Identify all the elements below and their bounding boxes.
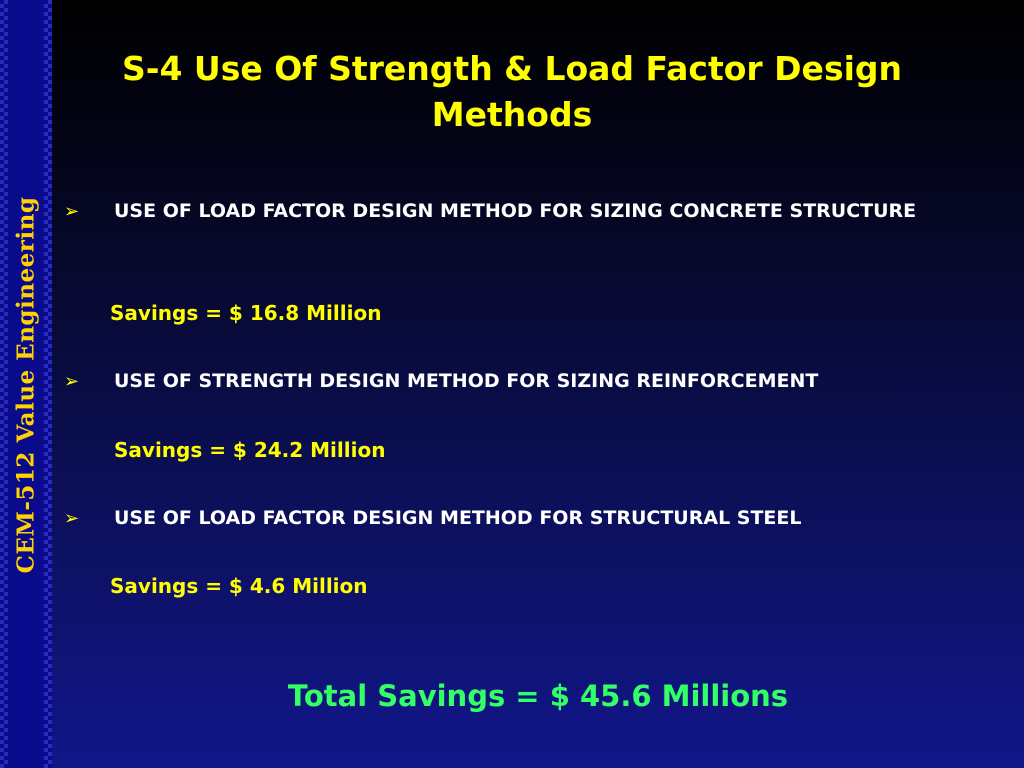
savings-value-steel: Savings = $ 4.6 Million xyxy=(110,574,368,598)
bullet-text: USE OF LOAD FACTOR DESIGN METHOD FOR STRUCTURAL STEEL xyxy=(114,507,802,529)
bullet-text: USE OF LOAD FACTOR DESIGN METHOD FOR SIZING CONCRETE STRUCTURE xyxy=(114,200,917,222)
sidebar xyxy=(0,0,52,768)
bullet-text: USE OF STRENGTH DESIGN METHOD FOR SIZING REINFORCEMENT xyxy=(114,370,819,392)
total-savings: Total Savings = $ 45.6 Millions xyxy=(287,679,789,713)
sidebar-pattern-left xyxy=(0,0,8,768)
savings-value-concrete: Savings = $ 16.8 Million xyxy=(110,301,382,325)
savings-value-reinforcement: Savings = $ 24.2 Million xyxy=(114,438,386,462)
sidebar-course-label: CEM-512 Value Engineering xyxy=(12,196,40,574)
sidebar-pattern-right xyxy=(44,0,52,768)
arrow-bullet-icon: ➢ xyxy=(64,508,80,529)
slide-title: S-4 Use Of Strength & Load Factor Design Methods xyxy=(121,49,903,134)
arrow-bullet-icon: ➢ xyxy=(64,201,80,222)
arrow-bullet-icon: ➢ xyxy=(64,371,80,392)
